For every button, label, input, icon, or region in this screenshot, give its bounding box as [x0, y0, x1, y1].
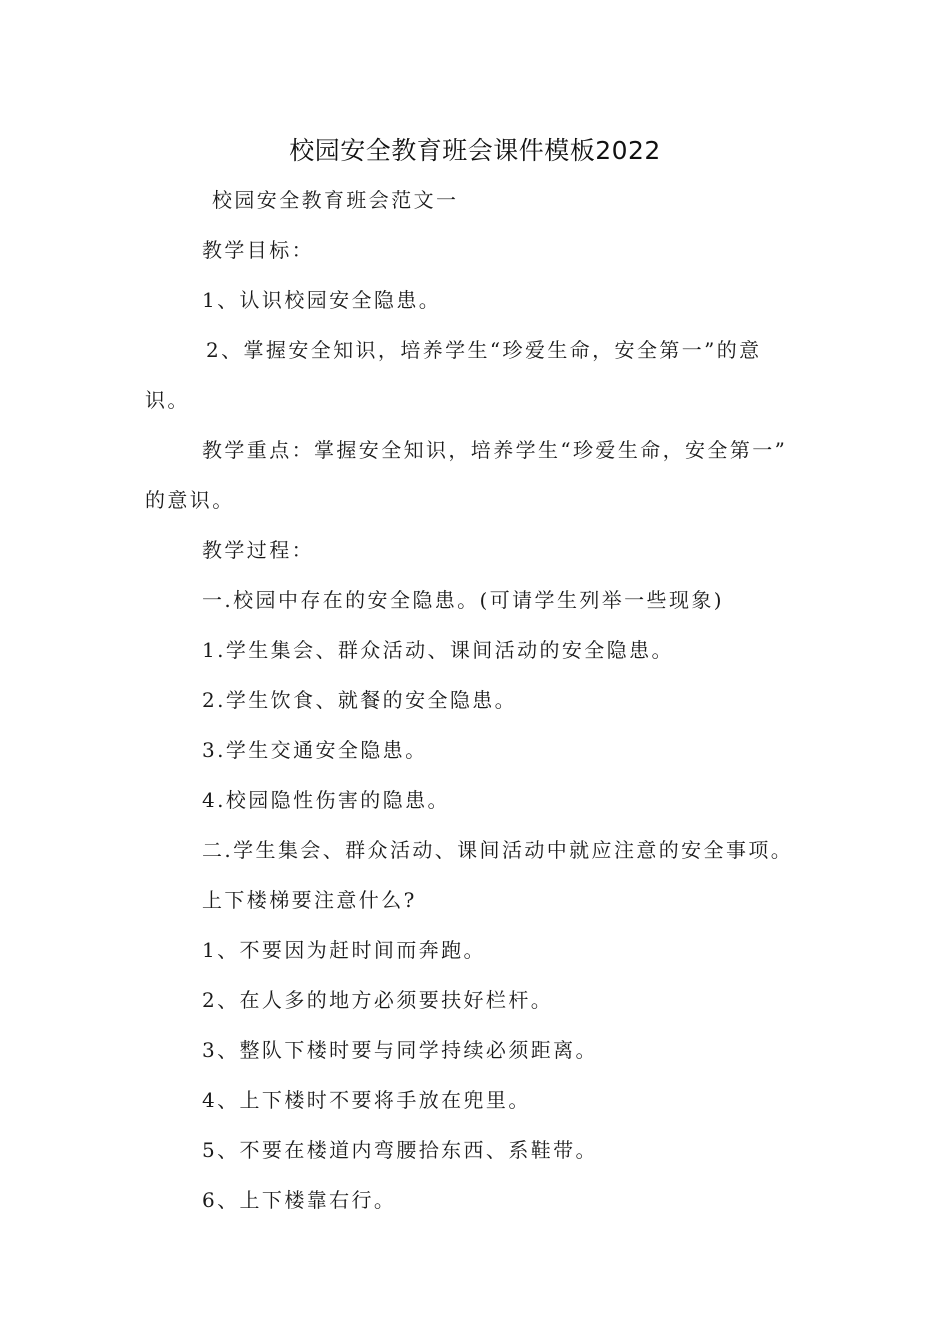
- paragraph-line: 1.学生集会、群众活动、课间活动的安全隐患。: [202, 638, 674, 662]
- paragraph-line: 教学目标：: [202, 238, 314, 262]
- paragraph-line: 上下楼梯要注意什么?: [202, 888, 417, 912]
- paragraph-line: 教学过程：: [202, 538, 314, 562]
- paragraph-line: 3.学生交通安全隐患。: [202, 738, 428, 762]
- paragraph-line: 4、上下楼时不要将手放在兜里。: [202, 1088, 531, 1112]
- paragraph-line: 6、上下楼靠右行。: [202, 1188, 397, 1212]
- paragraph-line: 2、在人多的地方必须要扶好栏杆。: [202, 988, 554, 1012]
- paragraph-line: 4.校园隐性伤害的隐患。: [202, 788, 450, 812]
- paragraph-line: 2.学生饮食、就餐的安全隐患。: [202, 688, 518, 712]
- paragraph-line: 2、掌握安全知识，培养学生“珍爱生命，安全第一”的意: [206, 338, 762, 362]
- paragraph-line: 二.学生集会、群众活动、课间活动中就应注意的安全事项。: [202, 838, 794, 862]
- paragraph-line: 3、整队下楼时要与同学持续必须距离。: [202, 1038, 598, 1062]
- paragraph-line: 教学重点：掌握安全知识，培养学生“珍爱生命，安全第一”: [202, 438, 788, 462]
- paragraph-line: 5、不要在楼道内弯腰拾东西、系鞋带。: [202, 1138, 598, 1162]
- paragraph-line: 1、不要因为赶时间而奔跑。: [202, 938, 486, 962]
- paragraph-line: 识。: [145, 388, 190, 412]
- document-title: 校园安全教育班会课件模板2022: [289, 136, 661, 165]
- paragraph-line: 一.校园中存在的安全隐患。(可请学生列举一些现象): [202, 588, 724, 612]
- document-subtitle: 校园安全教育班会范文一: [212, 188, 459, 212]
- paragraph-line: 1、认识校园安全隐患。: [202, 288, 442, 312]
- paragraph-line: 的意识。: [145, 488, 235, 512]
